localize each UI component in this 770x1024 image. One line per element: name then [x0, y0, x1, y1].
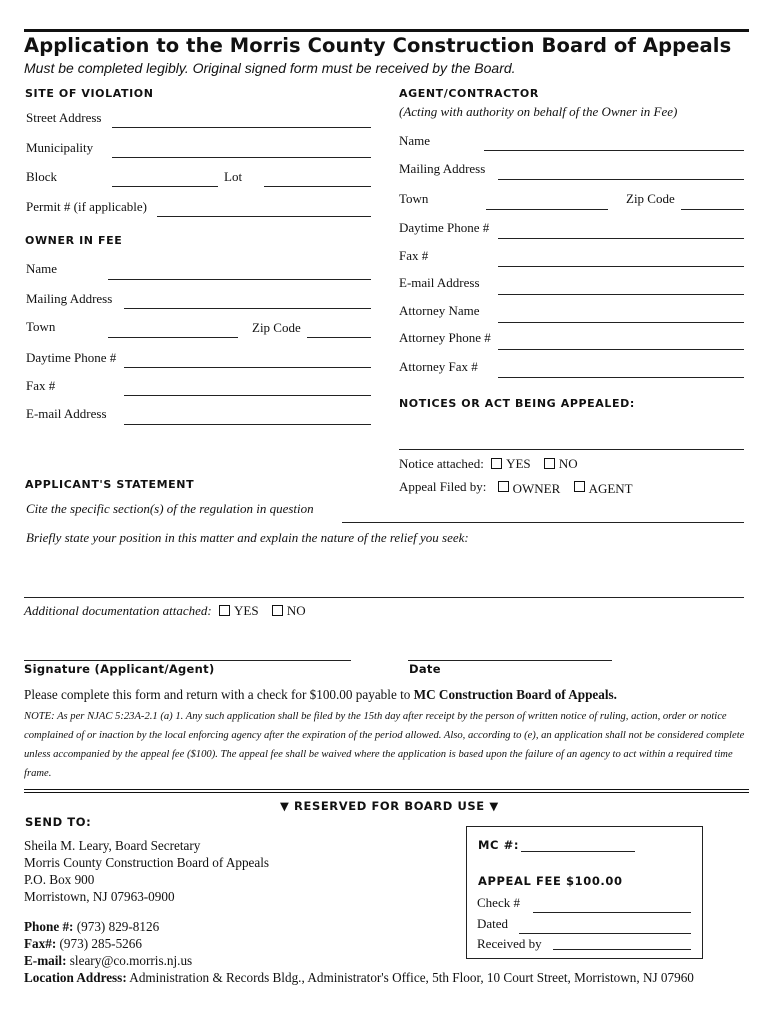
notices-field[interactable]: [399, 449, 744, 450]
site-lot-field[interactable]: [264, 186, 371, 187]
additional-row: [24, 603, 306, 619]
additional-yes-label: YES: [234, 603, 259, 618]
owner-name-label: Name: [26, 261, 58, 276]
attorney-name-label: Attorney Name: [399, 303, 480, 318]
site-block-label: Block: [26, 169, 58, 184]
owner-phone-label: Daytime Phone #: [26, 350, 117, 365]
owner-town-label: Town: [26, 319, 56, 334]
send-line-3: P.O. Box 900: [24, 872, 95, 887]
send-phone-value: (973) 829-8126: [76, 919, 160, 934]
send-location: [24, 970, 694, 986]
board-use-box: [466, 826, 703, 959]
agent-heading: AGENT/CONTRACTOR: [399, 87, 539, 100]
instructions-text: [24, 687, 617, 703]
send-email-label: E-mail:: [24, 953, 67, 968]
agent-zip-label: Zip Code: [626, 191, 675, 206]
send-line-1: Sheila M. Leary, Board Secretary: [24, 838, 201, 853]
filed-owner-label: OWNER: [512, 481, 561, 496]
dated-field[interactable]: [519, 933, 691, 934]
instructions-payee: MC Construction Board of Appeals.: [413, 687, 617, 702]
brief-label: Briefly state your position in this matter and explain the nature of the relief you seek:: [26, 530, 469, 545]
reserved-heading: ▼ RESERVED FOR BOARD USE ▼: [280, 799, 499, 813]
statement-heading: APPLICANT'S STATEMENT: [25, 478, 195, 491]
owner-email-label: E-mail Address: [26, 406, 107, 421]
agent-zip-field[interactable]: [681, 209, 744, 210]
notice-no-label: NO: [558, 456, 578, 471]
send-phone: [24, 919, 159, 935]
top-rule: [24, 29, 749, 32]
additional-no-checkbox[interactable]: [272, 605, 283, 616]
notices-heading: NOTICES OR ACT BEING APPEALED:: [399, 397, 635, 410]
agent-fax-field[interactable]: [498, 266, 744, 267]
filed-by-row: [399, 477, 633, 495]
agent-name-label: Name: [399, 133, 431, 148]
owner-fax-field[interactable]: [124, 395, 371, 396]
attorney-phone-field[interactable]: [498, 349, 744, 350]
form-subtitle: Must be completed legibly. Original signed form must be received by the Board.: [24, 60, 516, 76]
attorney-phone-label: Attorney Phone #: [399, 330, 491, 345]
send-line-4: Morristown, NJ 07963-0900: [24, 889, 175, 904]
form-title: Application to the Morris County Construction Board of Appeals: [24, 34, 732, 57]
date-field[interactable]: [408, 660, 612, 661]
filed-agent-label: AGENT: [588, 481, 633, 496]
notice-yes-checkbox[interactable]: [491, 458, 502, 469]
check-number-field[interactable]: [533, 912, 691, 913]
attorney-fax-label: Attorney Fax #: [399, 359, 478, 374]
mc-number-label: MC #:: [478, 838, 520, 852]
site-block-field[interactable]: [112, 186, 218, 187]
signature-label: Signature (Applicant/Agent): [24, 662, 215, 676]
agent-note: (Acting with authority on behalf of the Owner in Fee): [399, 104, 678, 119]
received-by-label: Received by: [477, 936, 542, 951]
mc-number-field[interactable]: [521, 851, 635, 852]
agent-town-label: Town: [399, 191, 429, 206]
signature-field[interactable]: [24, 660, 351, 661]
agent-town-field[interactable]: [486, 209, 608, 210]
send-phone-label: Phone #:: [24, 919, 74, 934]
site-street-field[interactable]: [112, 127, 371, 128]
owner-town-field[interactable]: [108, 337, 238, 338]
agent-email-field[interactable]: [498, 294, 744, 295]
send-fax-label: Fax#:: [24, 936, 57, 951]
send-email-value: sleary@co.morris.nj.us: [69, 953, 193, 968]
attorney-name-field[interactable]: [498, 322, 744, 323]
received-by-field[interactable]: [553, 949, 691, 950]
site-street-label: Street Address: [26, 110, 102, 125]
site-municipality-label: Municipality: [26, 140, 94, 155]
instructions-prefix: Please complete this form and return with a check for $100.00 payable to: [24, 687, 414, 702]
additional-label: Additional documentation attached:: [24, 603, 212, 618]
owner-heading: OWNER IN FEE: [25, 234, 123, 247]
additional-yes-checkbox[interactable]: [219, 605, 230, 616]
site-lot-label: Lot: [224, 169, 243, 184]
instructions-note: NOTE: As per NJAC 5:23A-2.1 (a) 1. Any such application shall be filed by the 15th day after receipt by the person of written notice of ruling, action, order or notice complained of or inaction by the local enforcing agency after the expiration of the period allowed. Also, according to (e), an application shall not be considered complete unless accompanied by the appeal fee ($100). The appeal fee shall be waived where the application is based upon the failure of an agency to act within a required time frame.: [24, 711, 745, 779]
agent-fax-label: Fax #: [399, 248, 429, 263]
filed-owner-checkbox[interactable]: [498, 481, 509, 492]
agent-email-label: E-mail Address: [399, 275, 480, 290]
send-fax-value: (973) 285-5266: [59, 936, 142, 951]
owner-zip-field[interactable]: [307, 337, 371, 338]
send-line-2: Morris County Construction Board of Appeals: [24, 855, 270, 870]
additional-no-label: NO: [286, 603, 306, 618]
agent-phone-field[interactable]: [498, 238, 744, 239]
site-permit-label: Permit # (if applicable): [26, 199, 147, 214]
owner-zip-label: Zip Code: [252, 320, 301, 335]
notice-yes-label: YES: [506, 456, 531, 471]
owner-mailing-field[interactable]: [124, 308, 371, 309]
site-municipality-field[interactable]: [112, 157, 371, 158]
date-label: Date: [409, 662, 441, 676]
owner-email-field[interactable]: [124, 424, 371, 425]
reserved-rule: [24, 789, 749, 793]
agent-name-field[interactable]: [484, 150, 744, 151]
owner-name-field[interactable]: [108, 279, 371, 280]
owner-phone-field[interactable]: [124, 367, 371, 368]
agent-phone-label: Daytime Phone #: [399, 220, 490, 235]
send-fax: [24, 936, 142, 952]
send-heading: SEND TO:: [25, 815, 92, 829]
brief-field[interactable]: [24, 597, 744, 598]
cite-label: Cite the specific section(s) of the regulation in question: [26, 501, 314, 516]
site-permit-field[interactable]: [157, 216, 371, 217]
notice-no-checkbox[interactable]: [544, 458, 555, 469]
owner-mailing-label: Mailing Address: [26, 291, 113, 306]
owner-fax-label: Fax #: [26, 378, 56, 393]
send-email: [24, 953, 192, 969]
send-location-label: Location Address:: [24, 970, 127, 985]
filed-agent-checkbox[interactable]: [574, 481, 585, 492]
appeal-fee-label: APPEAL FEE $100.00: [478, 874, 623, 888]
filed-by-label: Appeal Filed by:: [399, 479, 487, 494]
dated-label: Dated: [477, 916, 509, 931]
agent-mailing-field[interactable]: [498, 179, 744, 180]
notice-attached-row: [399, 456, 578, 472]
cite-field[interactable]: [342, 522, 744, 523]
send-location-value: Administration & Records Bldg., Administrator's Office, 5th Floor, 10 Court Street, Morristown, NJ 07960: [129, 970, 694, 985]
agent-mailing-label: Mailing Address: [399, 161, 486, 176]
attorney-fax-field[interactable]: [498, 377, 744, 378]
site-heading: SITE OF VIOLATION: [25, 87, 154, 100]
notice-attached-label: Notice attached:: [399, 456, 484, 471]
check-number-label: Check #: [477, 895, 520, 910]
